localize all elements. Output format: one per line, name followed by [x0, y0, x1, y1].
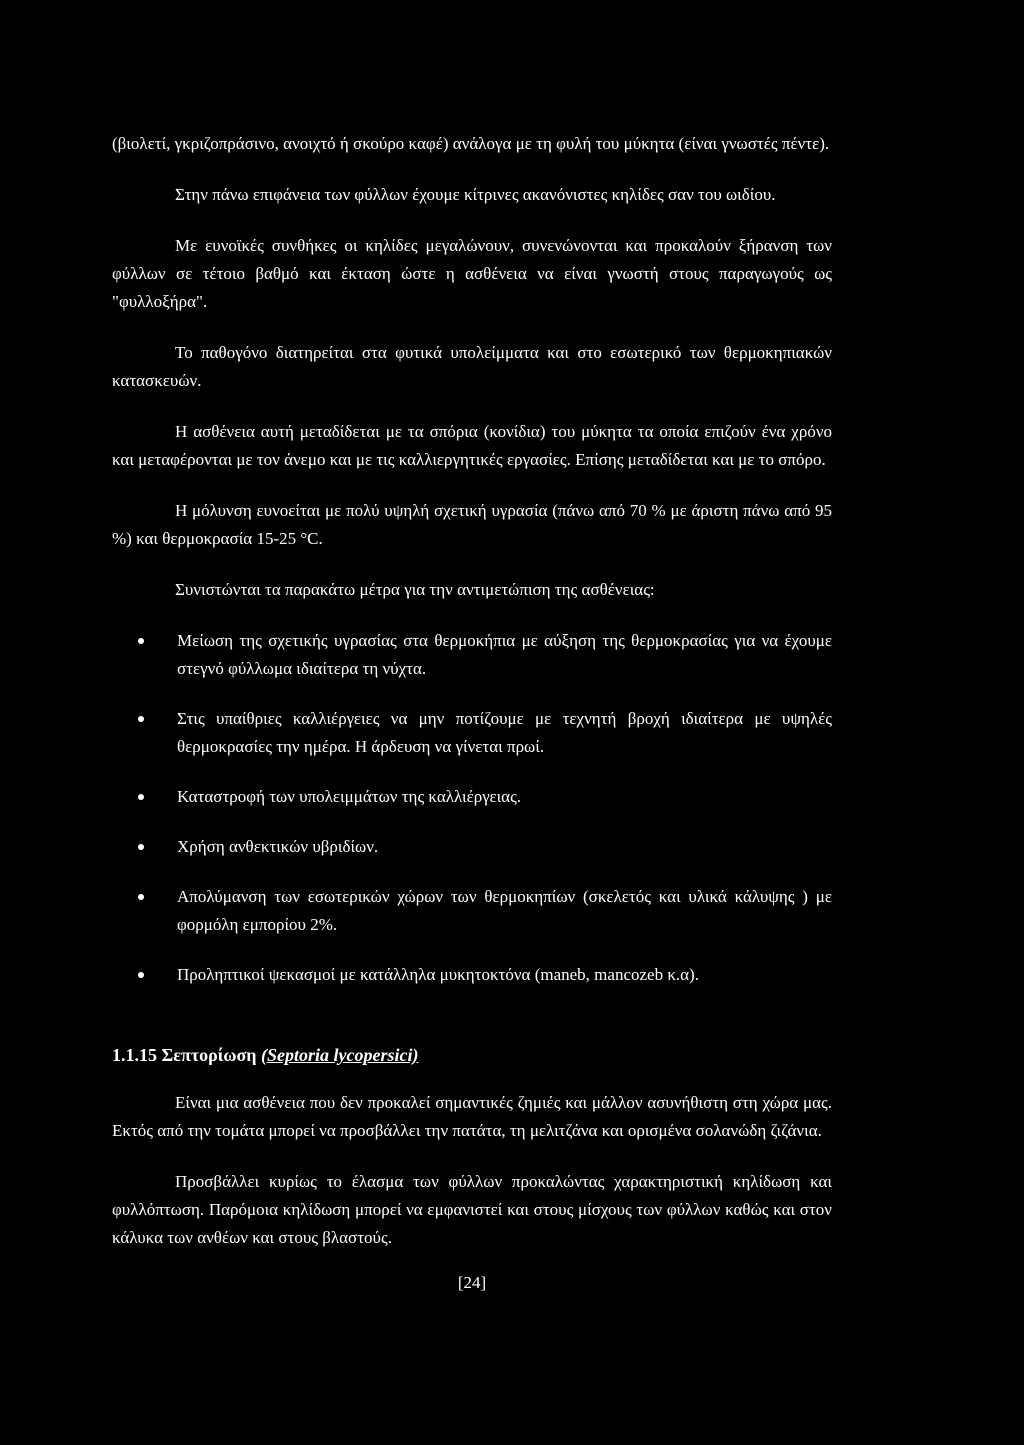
list-item: Στις υπαίθριες καλλιέργειες να μην ποτίζουμε με τεχνητή βροχή ιδιαίτερα με υψηλές θερμοκρασίες την ημέρα. Η άρδευση να γίνεται πρωί.	[112, 705, 832, 761]
bullet-icon	[138, 638, 144, 644]
list-item: Απολύμανση των εσωτερικών χώρων των θερμοκηπίων (σκελετός και υλικά κάλυψης ) με φορμόλη εμπορίου 2%.	[112, 883, 832, 939]
paragraph-septoria-symptoms: Προσβάλλει κυρίως το έλασμα των φύλλων προκαλώντας χαρακτηριστική κηλίδωση και φυλλόπτωση. Παρόμοια κηλίδωση μπορεί να εμφανιστεί και στους μίσχους των φύλλων καθώς και στον κάλυκα των ανθέων και στους βλαστούς.	[112, 1172, 832, 1247]
paragraph-color-variants: (βιολετί, γκριζοπράσινο, ανοιχτό ή σκούρο καφέ) ανάλογα με τη φυλή του μύκητα (είναι γνωστές πέντε).	[112, 134, 830, 153]
bullet-icon	[138, 844, 144, 850]
section-title: Σεπτορίωση	[161, 1045, 257, 1065]
bullet-icon	[138, 716, 144, 722]
bullet-icon	[138, 972, 144, 978]
bullet-icon	[138, 794, 144, 800]
section-heading	[112, 1041, 832, 1069]
page-number: [24]	[457, 1273, 487, 1292]
measures-list	[112, 627, 832, 989]
section-scientific-name: (Septoria lycopersici)	[261, 1045, 419, 1065]
list-item: Μείωση της σχετικής υγρασίας στα θερμοκήπια με αύξηση της θερμοκρασίας για να έχουμε στεγνό φύλλωμα ιδιαίτερα τη νύχτα.	[112, 627, 832, 683]
paragraph-pathogen-survival: Το παθογόνο διατηρείται στα φυτικά υπολείμματα και στο εσωτερικό των θερμοκηπιακών κατασκευών.	[112, 343, 832, 390]
bullet-icon	[138, 894, 144, 900]
page-body	[112, 130, 832, 1297]
list-item: Χρήση ανθεκτικών υβριδίων.	[112, 833, 832, 861]
paragraph-transmission: Η ασθένεια αυτή μεταδίδεται με τα σπόρια (κονίδια) του μύκητα τα οποία επιζούν ένα χρόνο και μεταφέρονται με τον άνεμο και με τις καλλιεργητικές εργασίες. Επίσης μεταδίδεται και με το σπόρο.	[112, 422, 832, 469]
paragraph-favorable-conditions: Με ευνοϊκές συνθήκες οι κηλίδες μεγαλώνουν, συνενώνονται και προκαλούν ξήρανση των φύλλων σε τέτοιο βαθμό και έκταση ώστε η ασθένεια να είναι γνωστή στους παραγωγούς ως "φυλλοξήρα".	[112, 236, 832, 311]
list-item: Καταστροφή των υπολειμμάτων της καλλιέργειας.	[112, 783, 832, 811]
paragraph-upper-leaf-spots: Στην πάνω επιφάνεια των φύλλων έχουμε κίτρινες ακανόνιστες κηλίδες σαν του ωιδίου.	[175, 185, 776, 204]
paragraph-septoria-intro: Είναι μια ασθένεια που δεν προκαλεί σημαντικές ζημιές και μάλλον ασυνήθιστη στη χώρα μας. Εκτός από την τομάτα μπορεί να προσβάλλει την πατάτα, τη μελιτζάνα και ορισμένα σολανώδη ζιζάνια.	[112, 1093, 832, 1140]
section-number: 1.1.15	[112, 1045, 157, 1065]
paragraph-measures-intro: Συνιστώνται τα παρακάτω μέτρα για την αντιμετώπιση της ασθένειας:	[175, 580, 655, 599]
list-item: Προληπτικοί ψεκασμοί με κατάλληλα μυκητοκτόνα (maneb, mancozeb κ.α).	[112, 961, 832, 989]
paragraph-infection-conditions: Η μόλυνση ευνοείται με πολύ υψηλή σχετική υγρασία (πάνω από 70 % με άριστη πάνω από 95 %) και θερμοκρασία 15-25 °C.	[112, 501, 832, 548]
